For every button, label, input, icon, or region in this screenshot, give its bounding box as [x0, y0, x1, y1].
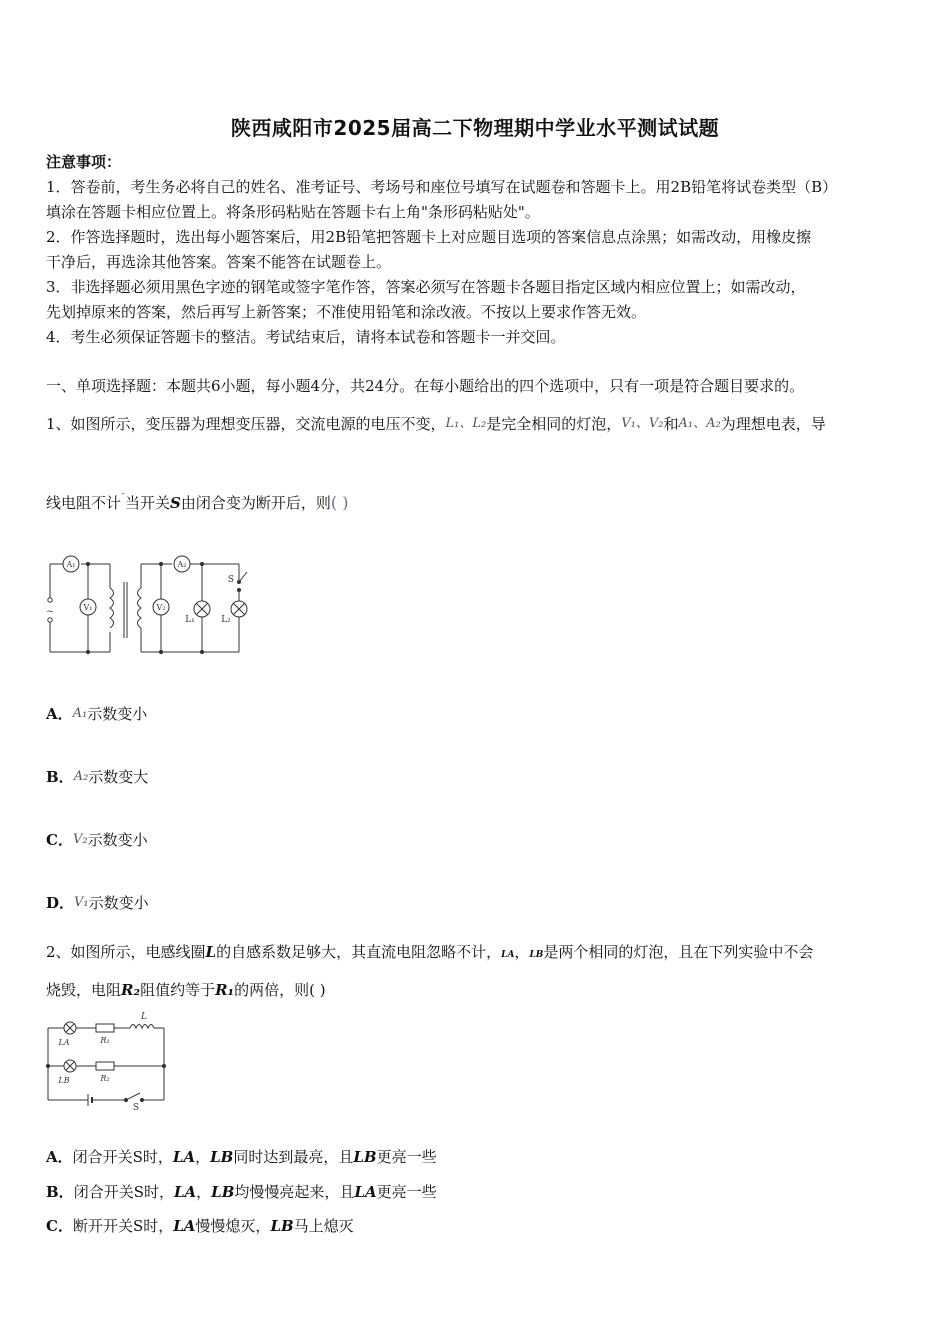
notice-line-1b: 填涂在答题卡相应位置上。将条形码粘贴在答题卡右上角"条形码粘贴处"。 — [46, 203, 540, 221]
q2-option-b-text-2: ， — [196, 1183, 212, 1201]
q1-label-L2: L₂ — [221, 615, 231, 625]
q2-option-c-sym-2: LB — [270, 1217, 294, 1235]
notice-line-3b: 先划掉原来的答案，然后再写上新答案；不准使用铅笔和涂改液。不按以上要求作答无效。 — [46, 303, 647, 321]
q2-circuit-diagram — [42, 1008, 172, 1113]
q2-option-c-text-3: 马上熄灭 — [293, 1217, 354, 1235]
q1-text-3: 和 — [663, 415, 679, 433]
q2-text-4: 烧毁，电阻 — [46, 981, 122, 999]
q2-option-c-text-1: 断开开关S时， — [72, 1217, 174, 1235]
q1-text-4: 为理想电表，导 — [720, 415, 826, 433]
q1-option-d-symbol: V₁ — [74, 895, 89, 910]
q2-lamp-b-symbol: LB — [529, 950, 544, 960]
q2-label-R2: R₂ — [100, 1074, 110, 1083]
q2-option-b[interactable] — [46, 1182, 437, 1202]
q1-option-a-symbol: A₁ — [72, 706, 88, 721]
q2-option-a-text-3: 同时达到最亮，且 — [233, 1148, 354, 1166]
q2-label-S: S — [132, 1103, 140, 1113]
q2-label-LB: LB — [58, 1076, 70, 1085]
q2-option-a-text-2: ， — [195, 1148, 211, 1166]
q1-answer-blank: ( ) — [330, 493, 349, 512]
notice-line-4: 4．考生必须保证答题卡的整洁。考试结束后，请将本试卷和答题卡一并交回。 — [46, 328, 566, 346]
q2-option-c-letter: C． — [46, 1217, 73, 1235]
q2-option-a-sym-2: LB — [210, 1148, 234, 1166]
q2-text-5: 阻值约等于 — [140, 981, 216, 999]
q2-r1-symbol: R₁ — [215, 981, 235, 999]
section-heading: 一、单项选择题：本题共6小题，每小题4分，共24分。在每小题给出的四个选项中，只有一项是符合题目要求的。 — [46, 377, 805, 395]
q2-option-b-letter: B． — [46, 1183, 74, 1201]
q2-text-1: 2、如图所示，电感线圈 — [46, 943, 206, 961]
q2-lamp-a-symbol: LA — [501, 950, 515, 960]
q1-label-A1: A₁ — [66, 560, 76, 569]
q2-option-c-text-2: 慢慢熄灭， — [195, 1217, 271, 1235]
q2-option-c-sym-1: LA — [173, 1217, 196, 1235]
notice-line-3a: 3．非选择题必须用黑色字迹的钢笔或签字笔作答，答案必须写在答题卡各题目指定区域内相应位置上；如需改动， — [46, 278, 806, 296]
q2-option-b-sym-1: LA — [173, 1183, 197, 1201]
q1-option-c[interactable] — [46, 830, 148, 850]
q2-option-c[interactable] — [46, 1216, 354, 1236]
q1-option-b-letter: B． — [46, 768, 74, 786]
q1-option-a-letter: A． — [46, 705, 73, 723]
q1-stem-line-2: 线电阻不计$^ˉ$当开关S由闭合变为断开后，则( ) — [46, 493, 349, 512]
q1-label-A2: A₂ — [177, 560, 187, 569]
q1-text-6: 由闭合变为断开后，则 — [180, 494, 331, 512]
q2-label-R1: R₁ — [100, 1036, 110, 1045]
q2-option-b-sym-3: LA — [354, 1183, 377, 1201]
svg-text:~: ~ — [46, 607, 54, 617]
q1-label-S: S — [227, 575, 235, 585]
q1-option-c-text: 示数变小 — [87, 831, 148, 849]
q1-option-b-text: 示数变大 — [88, 768, 149, 786]
q1-text-2: 是完全相同的灯泡， — [486, 415, 622, 433]
q2-option-b-text-1: 闭合开关S时， — [73, 1183, 174, 1201]
q2-r2-symbol: R₂ — [121, 981, 141, 999]
q2-stem-line-2 — [46, 980, 326, 1000]
q2-option-a-text-1: 闭合开关S时， — [72, 1148, 173, 1166]
q2-option-b-text-4: 更亮一些 — [376, 1183, 437, 1201]
q1-stem-line-1 — [46, 414, 826, 434]
notice-heading: 注意事项： — [46, 153, 122, 171]
q1-text-1: 1、如图所示，变压器为理想变压器，交流电源的电压不变， — [46, 415, 446, 433]
q2-option-a-letter: A． — [46, 1148, 73, 1166]
q2-option-b-text-3: 均慢慢亮起来，且 — [234, 1183, 355, 1201]
q1-option-c-letter: C． — [46, 831, 73, 849]
q2-inductor-symbol: L — [205, 943, 217, 961]
q1-text-5b: 当开关 — [125, 494, 171, 512]
q1-symbol-ammeters: A₁、A₂ — [678, 416, 721, 431]
q2-option-b-sym-2: LB — [211, 1183, 235, 1201]
q1-option-d-letter: D． — [46, 894, 75, 912]
q1-option-b[interactable] — [46, 767, 148, 787]
q1-option-a[interactable] — [46, 704, 147, 724]
q2-text-3: 是两个相同的灯泡，且在下列实验中不会 — [543, 943, 814, 961]
q2-stem-line-1 — [46, 942, 813, 965]
q2-label-LA: LA — [58, 1038, 70, 1047]
q1-symbol-voltmeters: V₁、V₂ — [621, 416, 664, 431]
q1-option-b-symbol: A₂ — [73, 769, 89, 784]
q2-option-a-text-4: 更亮一些 — [376, 1148, 437, 1166]
q2-option-a[interactable] — [46, 1147, 437, 1167]
notice-line-1a: 1．答卷前，考生务必将自己的姓名、准考证号、考场号和座位号填写在试题卷和答题卡上。用2B铅笔将试卷类型（B） — [46, 178, 838, 196]
q1-switch-symbol: S — [170, 494, 181, 512]
q1-option-d[interactable] — [46, 893, 149, 913]
page-title: 陕西咸阳市2025届高二下物理期中学业水平测试试题 — [230, 116, 720, 140]
q2-text-6: 的两倍，则( ) — [234, 981, 326, 999]
q1-label-V1: V₁ — [83, 603, 93, 612]
q1-option-c-symbol: V₂ — [72, 832, 88, 847]
q1-option-d-text: 示数变小 — [88, 894, 149, 912]
q2-separator: ， — [514, 943, 530, 961]
q2-text-2: 的自感系数足够大，其直流电阻忽略不计， — [216, 943, 502, 961]
q1-label-L1: L₁ — [185, 615, 195, 625]
notice-line-2a: 2．作答选择题时，选出每小题答案后，用2B铅笔把答题卡上对应题目选项的答案信息点涂黑；如需改动，用橡皮擦 — [46, 228, 812, 246]
q1-symbol-lamps: L₁、L₂ — [445, 416, 487, 431]
q1-label-V2: V₂ — [156, 603, 166, 612]
q2-label-L: L — [141, 1012, 147, 1022]
q1-option-a-text: 示数变小 — [87, 705, 148, 723]
q1-circuit-diagram — [40, 548, 260, 658]
q2-option-a-sym-3: LB — [353, 1148, 377, 1166]
notice-line-2b: 干净后，再选涂其他答案。答案不能答在试题卷上。 — [46, 253, 392, 271]
q1-text-5: 线电阻不计 — [46, 494, 122, 512]
q2-option-a-sym-1: LA — [172, 1148, 196, 1166]
